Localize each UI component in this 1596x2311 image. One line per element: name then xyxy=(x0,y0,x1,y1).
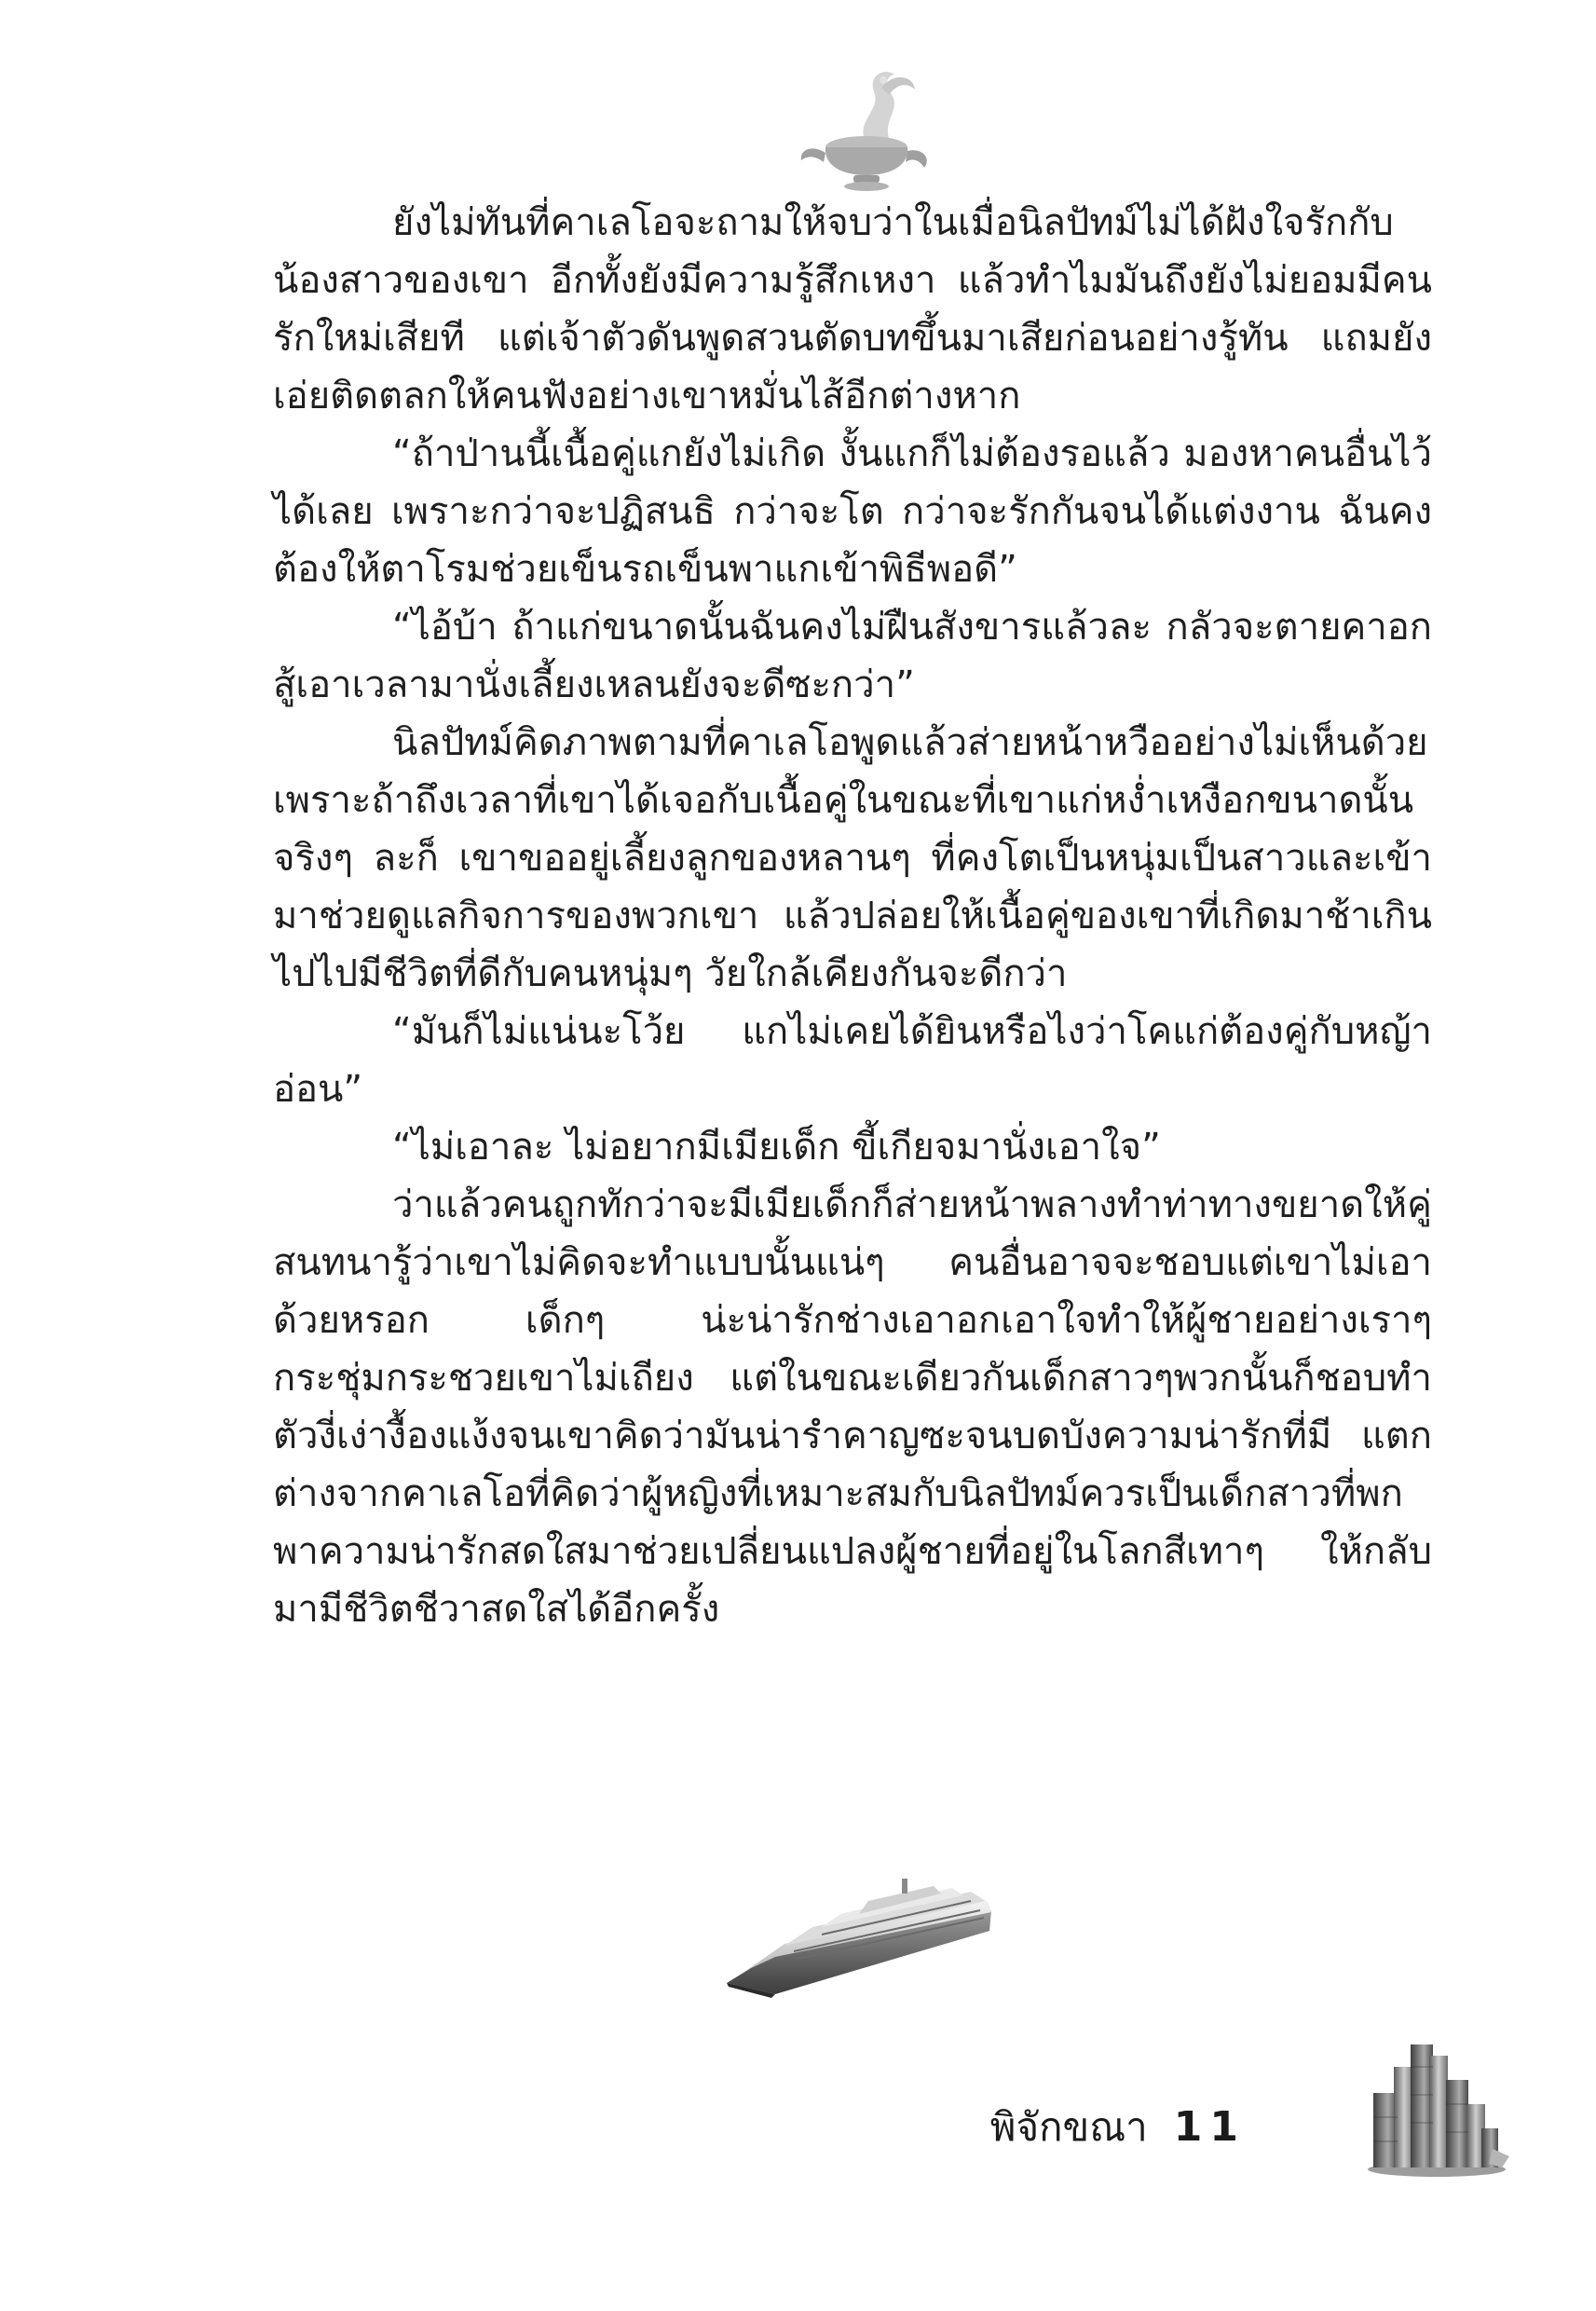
paragraph: ยังไม่ทันที่คาเลโอจะถามให้จบว่าในเมื่อนิลปัทม์ไม่ได้ฝังใจรักกับน้องสาวของเขา อีกทั้งยังมีความรู้สึกเหงา แล้วทำไมมันถึงยังไม่ยอมมีคนรักใหม่เสียที แต่เจ้าตัวดันพูดสวนตัดบทขึ้นมาเสียก่อนอย่างรู้ทัน แถมยังเอ่ยติดตลกให้คนฟังอย่างเขาหมั่นไส้อีกต่างหาก xyxy=(273,201,1432,417)
paragraph: “มันก็ไม่แน่นะโว้ย แกไม่เคยได้ยินหรือไงว่าโคแก่ต้องคู่กับหญ้าอ่อน” xyxy=(273,1010,1432,1111)
page-footer xyxy=(990,2097,1246,2158)
paragraph: ว่าแล้วคนถูกทักว่าจะมีเมียเด็กก็ส่ายหน้าพลางทำท่าทางขยาดให้คู่สนทนารู้ว่าเขาไม่คิดจะทำแบบนั้นแน่ๆ คนอื่นอาจจะชอบแต่เขาไม่เอาด้วยหรอก เด็กๆ น่ะน่ารักช่างเอาอกเอาใจทำให้ผู้ชายอย่างเราๆ กระชุ่มกระชวยเขาไม่เถียง แต่ในขณะเดียวกันเด็กสาวๆพวกนั้นก็ชอบทำตัวงี่เง่างื้องแง้งจนเขาคิดว่ามันน่ารำคาญซะจนบดบังความน่ารักที่มี แตกต่างจากคาเลโอที่คิดว่าผู้หญิงที่เหมาะสมกับนิลปัทม์ควรเป็นเด็กสาวที่พกพาความน่ารักสดใสมาช่วยเปลี่ยนแปลงผู้ชายที่อยู่ในโลกสีเทาๆ ให้กลับมามีชีวิตชีวาสดใสได้อีกครั้ง xyxy=(273,1183,1432,1631)
paragraph: “ไอ้บ้า ถ้าแก่ขนาดนั้นฉันคงไม่ฝืนสังขารแล้วละ กลัวจะตายคาอกสู้เอาเวลามานั่งเลี้ยงเหลนยังจะดีซะกว่า” xyxy=(273,606,1432,706)
genie-lamp-icon xyxy=(792,54,941,194)
paragraph: “ถ้าป่านนี้เนื้อคู่แกยังไม่เกิด งั้นแกก็ไม่ต้องรอแล้ว มองหาคนอื่นไว้ได้เลย เพราะกว่าจะปฏิสนธิ กว่าจะโต กว่าจะรักกันจนได้แต่งงาน ฉันคงต้องให้ตาโรมช่วยเข็นรถเข็นพาแกเข้าพิธีพอดี” xyxy=(273,432,1432,591)
paragraph: “ไม่เอาละ ไม่อยากมีเมียเด็ก ขี้เกียจมานั่งเอาใจ” xyxy=(392,1126,1161,1169)
page-number: 11 xyxy=(1173,2103,1246,2151)
paragraph: นิลปัทม์คิดภาพตามที่คาเลโอพูดแล้วส่ายหน้าหวืออย่างไม่เห็นด้วยเพราะถ้าถึงเวลาที่เขาได้เจอกับเนื้อคู่ในขณะที่เขาแก่หง่ำเหงือกขนาดนั้นจริงๆ ละก็ เขาขออยู่เลี้ยงลูกของหลานๆ ที่คงโตเป็นหนุ่มเป็นสาวและเข้ามาช่วยดูแลกิจการของพวกเขา แล้วปล่อยให้เนื้อคู่ของเขาที่เกิดมาช้าเกินไปไปมีชีวิตที่ดีกับคนหนุ่มๆ วัยใกล้เคียงกันจะดีกว่า xyxy=(273,721,1432,995)
body-text xyxy=(273,194,1432,1638)
book-title: พิจักขณา xyxy=(989,2104,1148,2150)
cruise-ship-icon xyxy=(719,1873,999,2008)
city-skyline-icon xyxy=(1362,2039,1511,2179)
